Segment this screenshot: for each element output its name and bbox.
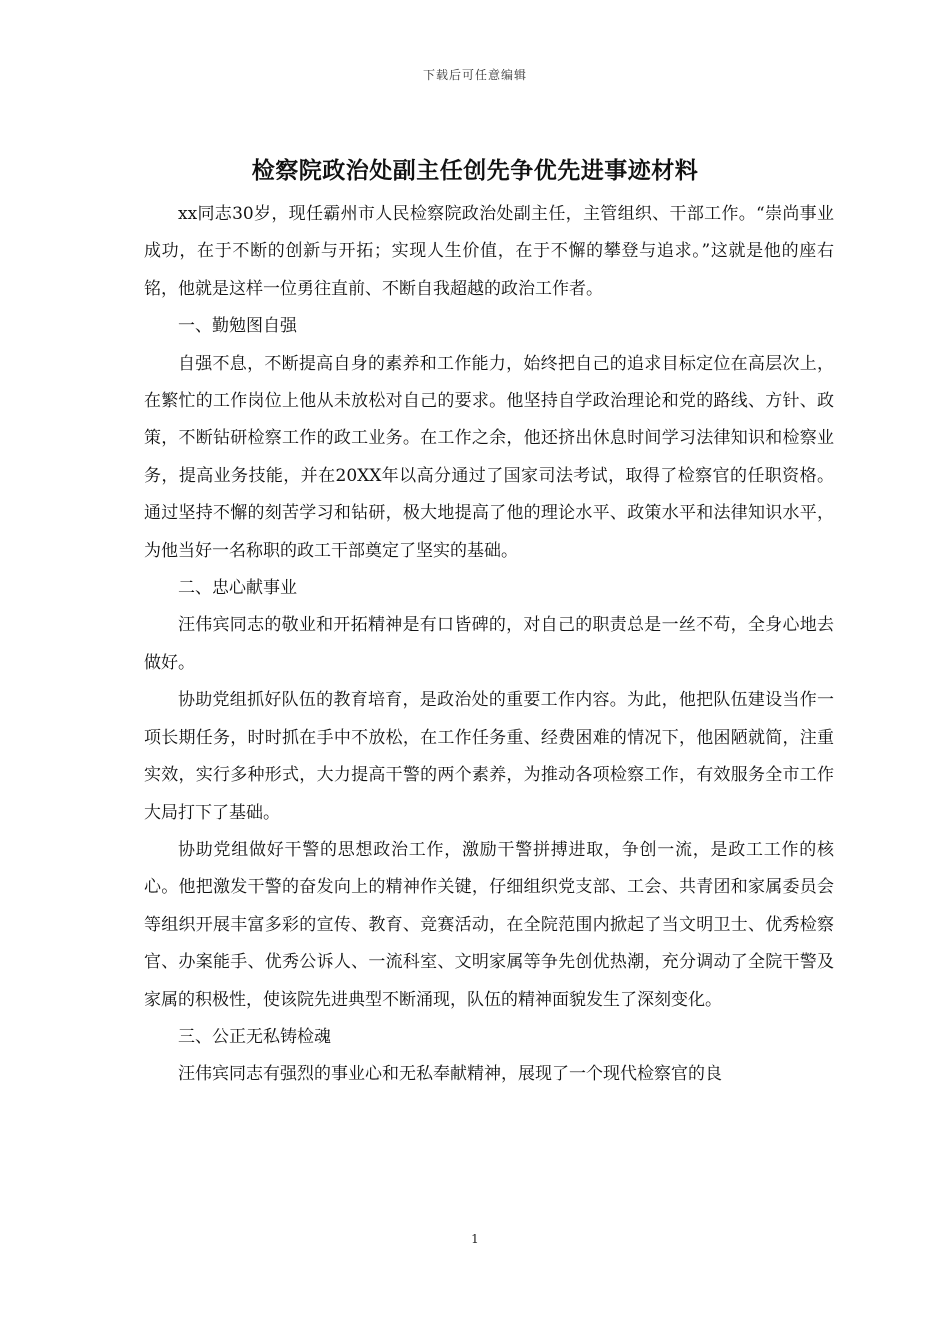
document-title: 检察院政治处副主任创先争优先进事迹材料 xyxy=(251,157,699,184)
body-paragraph: 自强不息，不断提高自身的素养和工作能力，始终把自己的追求目标定位在高层次上，在繁忙的工作岗位上他从未放松对自己的要求。他坚持自学政治理论和党的路线、方针、政策，不断钻研检察工作的政工业务。在工作之余，他还挤出休息时间学习法律知识和检察业务，提高业务技能，并在20XX年以高分通过了国家司法考试，取得了检察官的任职资格。通过坚持不懈的刻苦学习和钻研，极大地提高了他的理论水平、政策水平和法律知识水平，为他当好一名称职的政工干部奠定了坚实的基础。 xyxy=(144,353,834,561)
body-paragraph: 汪伟宾同志的敬业和开拓精神是有口皆碑的，对自己的职责总是一丝不苟，全身心地去做好。 xyxy=(144,615,834,673)
section-heading-3: 三、公正无私铸检魂 xyxy=(178,1026,331,1047)
section-heading-2: 二、忠心献事业 xyxy=(178,578,297,599)
body-paragraph: 协助党组做好干警的思想政治工作，激励干警拼搏进取，争创一流，是政工工作的核心。他把激发干警的奋发向上的精神作关键，仔细组织党支部、工会、共青团和家属委员会等组织开展丰富多彩的宣传、教育、竞赛活动，在全院范围内掀起了当文明卫士、优秀检察官、办案能手、优秀公诉人、一流科室、文明家属等争先创优热潮，充分调动了全院干警及家属的积极性，使该院先进典型不断涌现，队伍的精神面貌发生了深刻变化。 xyxy=(144,839,834,1010)
body-paragraph: 协助党组抓好队伍的教育培育，是政治处的重要工作内容。为此，他把队伍建设当作一项长期任务，时时抓在手中不放松，在工作任务重、经费困难的情况下，他困陋就简，注重实效，实行多种形式，大力提高干警的两个素养，为推动各项检察工作，有效服务全市工作大局打下了基础。 xyxy=(144,690,834,823)
body-paragraph: 汪伟宾同志有强烈的事业心和无私奉献精神，展现了一个现代检察官的良 xyxy=(178,1064,722,1085)
intro-paragraph: xx同志30岁，现任霸州市人民检察院政治处副主任，主管组织、干部工作。“崇尚事业成功，在于不断的创新与开拓；实现人生价值，在于不懈的攀登与追求。”这就是他的座右铭，他就是这样一位勇往直前、不断自我超越的政治工作者。 xyxy=(144,204,834,299)
page-number: 1 xyxy=(471,1232,479,1246)
header-note: 下载后可任意编辑 xyxy=(422,68,527,82)
document-body xyxy=(144,196,834,1094)
section-heading-1: 一、勤勉图自强 xyxy=(178,316,297,337)
